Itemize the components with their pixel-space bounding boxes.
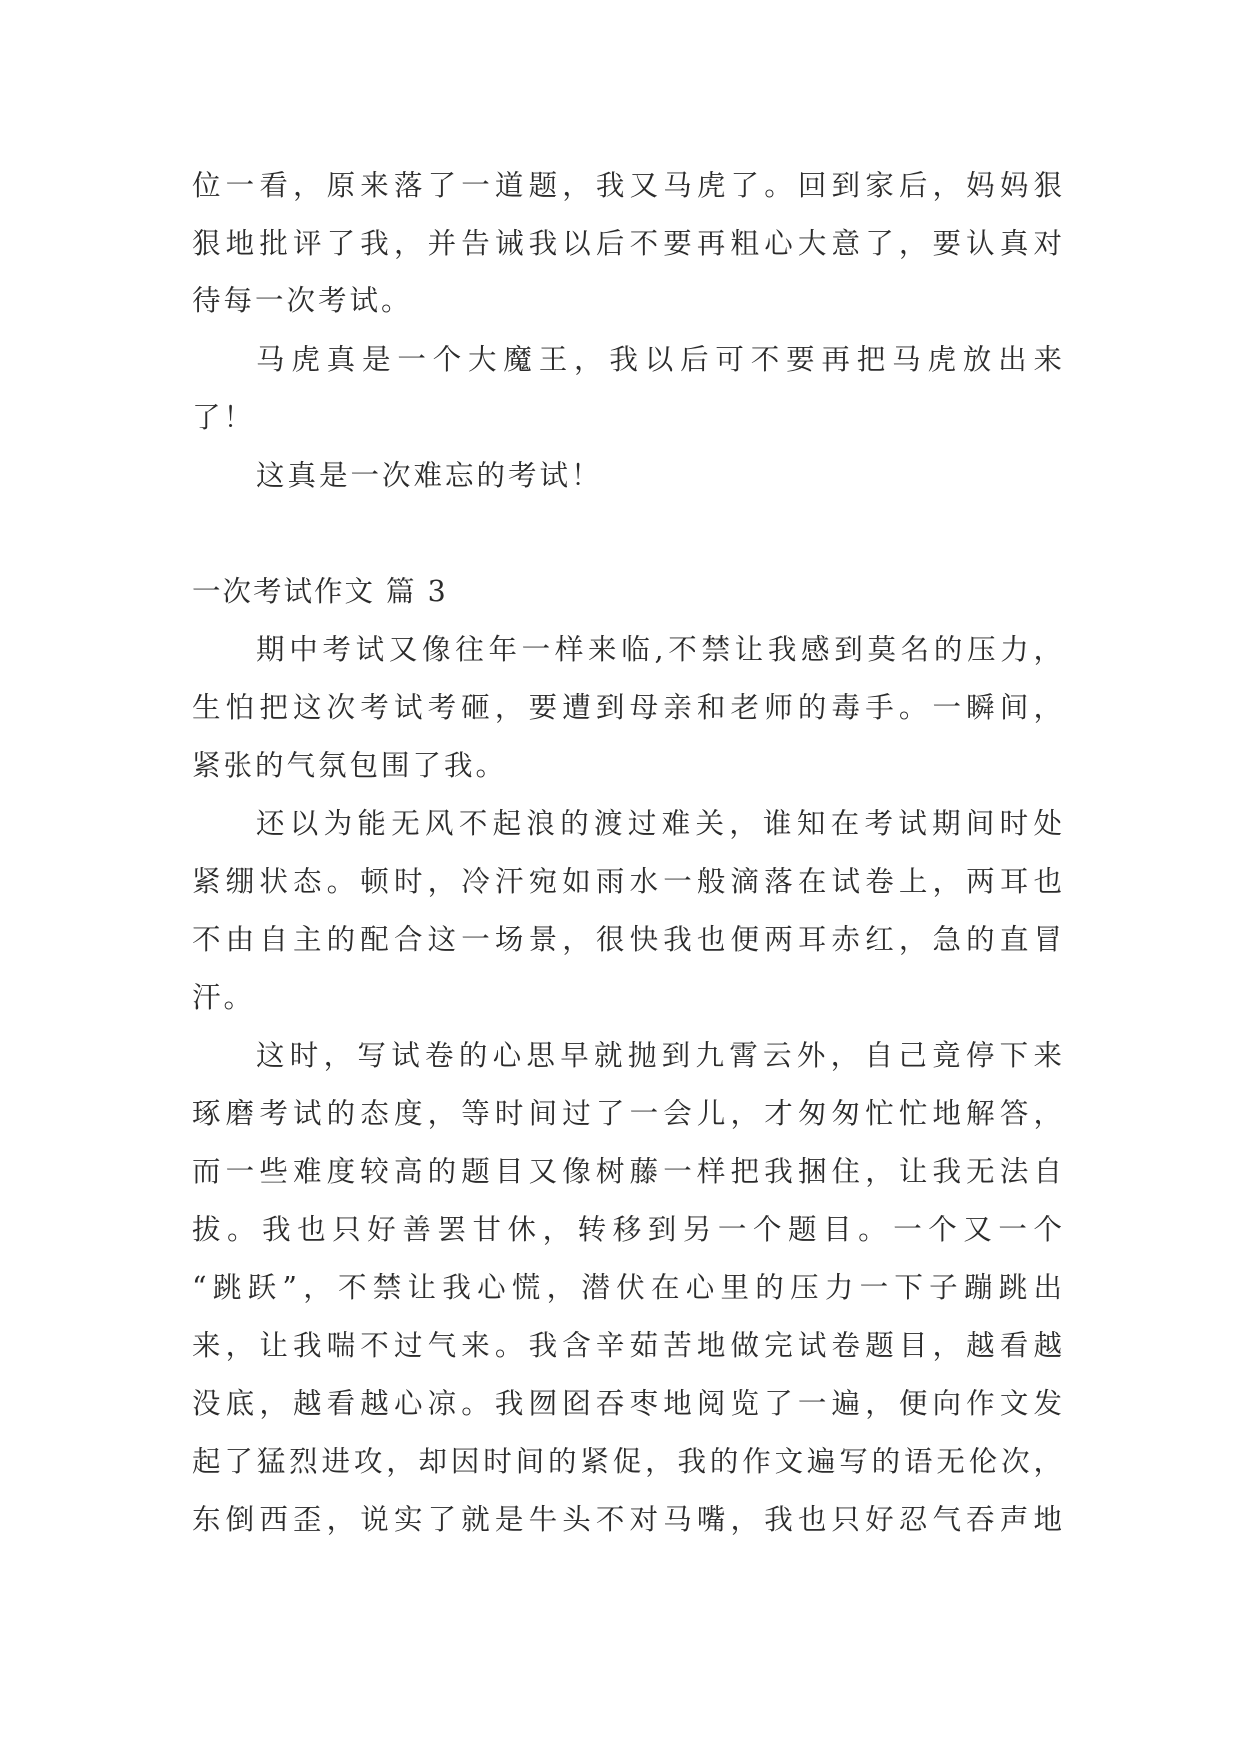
text-line: 不由自主的配合这一场景，很快我也便两耳赤红，急的直冒 bbox=[192, 923, 1062, 956]
text-line: 了！ bbox=[192, 401, 256, 434]
text-line: 琢磨考试的态度，等时间过了一会儿，才匆匆忙忙地解答， bbox=[192, 1097, 1062, 1130]
paragraph-first-line: 这时，写试卷的心思早就抛到九霄云外，自己竟停下来 bbox=[256, 1039, 1062, 1072]
section-title: 一次考试作文 篇 3 bbox=[192, 575, 448, 608]
text-line: “跳跃”，不禁让我心慌，潜伏在心里的压力一下子蹦跳出 bbox=[192, 1271, 1062, 1304]
text-line: 东倒西歪，说实了就是牛头不对马嘴，我也只好忍气吞声地 bbox=[192, 1503, 1062, 1536]
text-line: 起了猛烈进攻，却因时间的紧促，我的作文遍写的语无伦次， bbox=[192, 1445, 1062, 1478]
text-line: 狠地批评了我，并告诫我以后不要再粗心大意了，要认真对 bbox=[192, 227, 1062, 260]
paragraph-first-line: 还以为能无风不起浪的渡过难关，谁知在考试期间时处 bbox=[256, 807, 1062, 840]
text-line: 而一些难度较高的题目又像树藤一样把我捆住，让我无法自 bbox=[192, 1155, 1062, 1188]
text-line: 紧绷状态。顿时，冷汗宛如雨水一般滴落在试卷上，两耳也 bbox=[192, 865, 1062, 898]
text-line: 位一看，原来落了一道题，我又马虎了。回到家后，妈妈狠 bbox=[192, 169, 1062, 202]
text-line: 汗。 bbox=[192, 981, 256, 1014]
text-line: 生怕把这次考试考砸，要遭到母亲和老师的毒手。一瞬间， bbox=[192, 691, 1062, 724]
paragraph-first-line: 马虎真是一个大魔王，我以后可不要再把马虎放出来 bbox=[256, 343, 1062, 376]
text-line: 来，让我喘不过气来。我含辛茹苦地做完试卷题目，越看越 bbox=[192, 1329, 1062, 1362]
paragraph-first-line: 这真是一次难忘的考试！ bbox=[256, 459, 603, 492]
paragraph-first-line: 期中考试又像往年一样来临,不禁让我感到莫名的压力， bbox=[256, 633, 1062, 666]
text-line: 拔。我也只好善罢甘休，转移到另一个题目。一个又一个 bbox=[192, 1213, 1062, 1246]
text-line: 待每一次考试。 bbox=[192, 284, 413, 317]
text-line: 紧张的气氛包围了我。 bbox=[192, 749, 508, 782]
text-line: 没底，越看越心凉。我囫囵吞枣地阅览了一遍，便向作文发 bbox=[192, 1387, 1062, 1420]
